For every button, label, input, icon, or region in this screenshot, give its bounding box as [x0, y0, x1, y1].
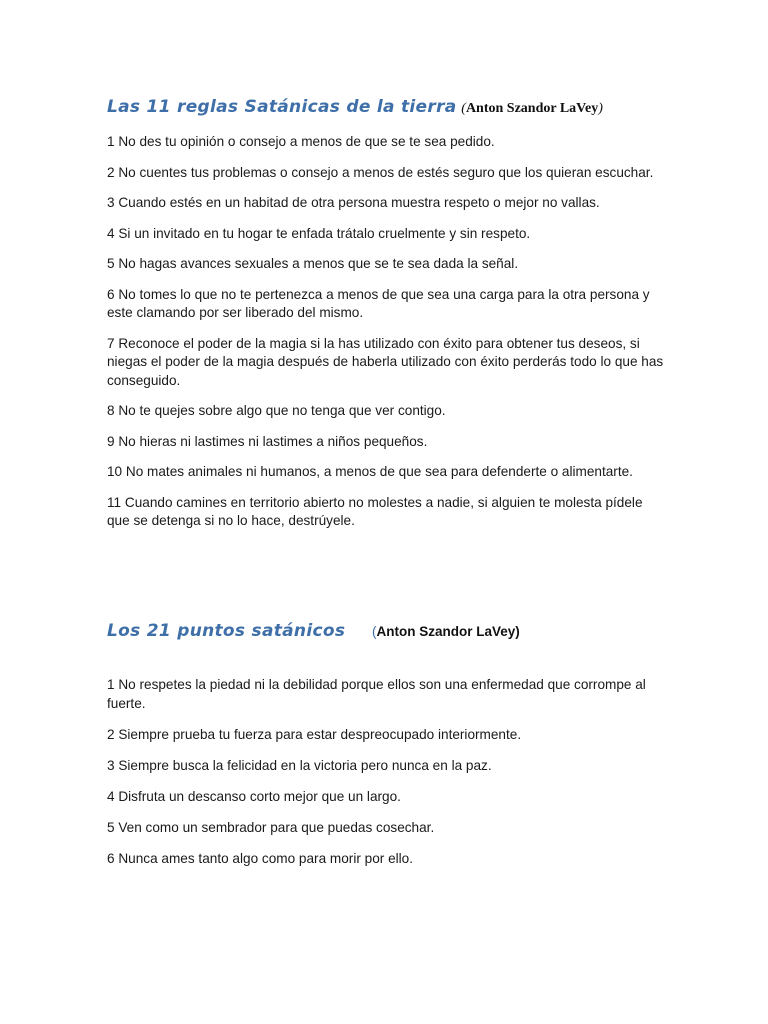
list-item: 2 Siempre prueba tu fuerza para estar despreocupado interiormente.: [107, 726, 522, 742]
list-item: 2 No cuentes tus problemas o consejo a menos de estés seguro que los quieran escuchar.: [107, 164, 654, 180]
section-heading: [107, 96, 667, 120]
author-name: Anton Szandor LaVey): [376, 624, 520, 639]
rules-list: [107, 133, 667, 531]
list-item: 6 No tomes lo que no te pertenezca a menos de que sea una carga para la otra persona y este clamando por ser liberado del mismo.: [107, 286, 650, 320]
points-list: [107, 676, 667, 868]
list-item: 1 No des tu opinión o consejo a menos de que se te sea pedido.: [107, 134, 495, 149]
list-item: 4 Disfruta un descanso corto mejor que un largo.: [107, 788, 401, 804]
author-attribution: [372, 624, 520, 639]
list-item: 9 No hieras ni lastimes ni lastimes a niños pequeños.: [107, 433, 428, 449]
list-item: 3 Siempre busca la felicidad en la victoria pero nunca en la paz.: [107, 757, 492, 773]
author-close-paren: ): [598, 101, 603, 116]
list-item: 8 No te quejes sobre algo que no tenga que ver contigo.: [107, 403, 446, 418]
section-21-points: [107, 620, 667, 881]
list-item: 7 Reconoce el poder de la magia si la has utilizado con éxito para obtener tus deseos, si niegas el poder de la magia después de haberla utilizado con éxito perderás todo lo que has conseguido.: [107, 335, 664, 388]
author-attribution: [461, 101, 603, 116]
list-item: 11 Cuando camines en territorio abierto no molestes a nadie, si alguien te molesta pídele que se detenga si no lo hace, destrúyele.: [107, 494, 643, 528]
author-open-paren: (: [461, 101, 466, 116]
section-heading: [107, 620, 667, 643]
list-item: 5 Ven como un sembrador para que puedas cosechar.: [107, 819, 435, 835]
list-item: 10 No mates animales ni humanos, a menos de que sea para defenderte o alimentarte.: [107, 464, 633, 479]
list-item: 6 Nunca ames tanto algo como para morir por ello.: [107, 850, 414, 866]
section-11-rules: [107, 96, 667, 543]
list-item: 3 Cuando estés en un habitad de otra persona muestra respeto o mejor no vallas.: [107, 195, 600, 210]
list-item: 5 No hagas avances sexuales a menos que se te sea dada la señal.: [107, 256, 519, 271]
author-open-paren: (: [371, 624, 377, 639]
list-item: 1 No respetes la piedad ni la debilidad porque ellos son una enfermedad que corrompe al fuerte.: [107, 677, 646, 711]
author-name: Anton Szandor LaVey: [465, 101, 599, 116]
section-title: Los 21 puntos satánicos: [107, 621, 346, 641]
section-title: Las 11 reglas Satánicas de la tierra: [107, 97, 457, 117]
list-item: 4 Si un invitado en tu hogar te enfada trátalo cruelmente y sin respeto.: [107, 225, 531, 241]
